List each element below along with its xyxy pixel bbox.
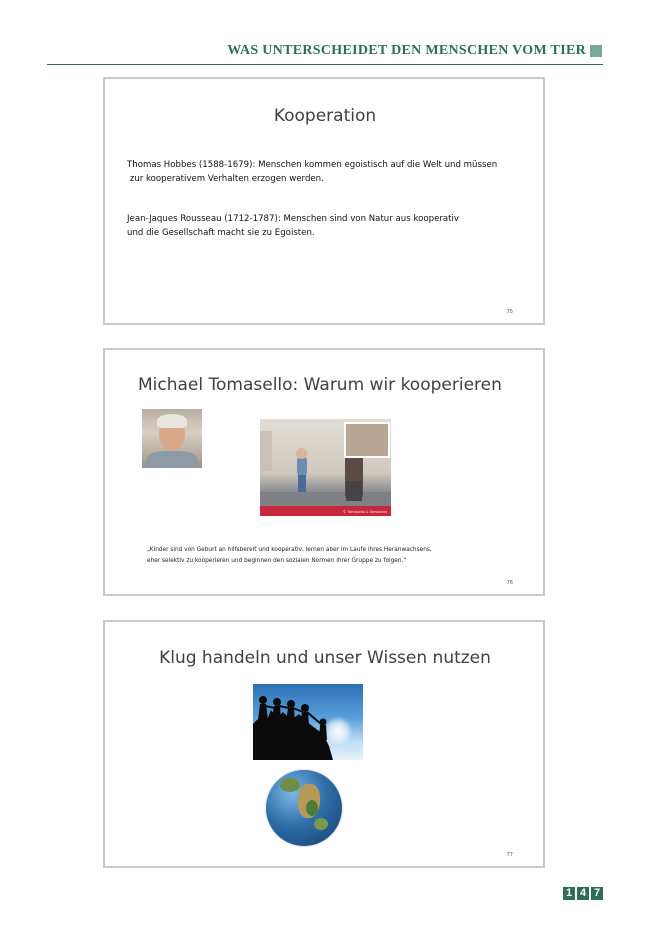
slide-tomasello	[103, 348, 545, 596]
photo-child-body	[297, 457, 307, 475]
portrait-hair	[157, 414, 187, 428]
tomasello-portrait-image	[142, 409, 202, 468]
photo-inset-frame	[344, 422, 390, 458]
portrait-shirt	[146, 451, 198, 468]
globe-land	[280, 778, 300, 792]
globe-land	[314, 818, 328, 830]
helping-hands-silhouette-image	[253, 684, 363, 760]
page-number	[563, 887, 603, 900]
page-number-digit: 4	[577, 887, 589, 900]
globe-land	[306, 800, 318, 816]
slide-title: Kooperation	[273, 106, 377, 126]
photo-caption: © Tomasello & Tomasello	[342, 510, 387, 514]
slide-title: Klug handeln und unser Wissen nutzen	[159, 648, 491, 668]
hobbes-paragraph	[127, 158, 497, 186]
page-number-digit: 7	[591, 887, 603, 900]
photo-adult-legs	[346, 481, 362, 501]
page-number-digit: 1	[563, 887, 575, 900]
quote-line-2: eher selektiv zu kooperieren und beginnen den sozialen Normen ihrer Gruppe zu folgen.“	[147, 558, 407, 564]
tomasello-quote	[147, 545, 432, 567]
rousseau-line-1: Jean-Jaques Rousseau (1712-1787): Menschen sind von Natur aus kooperativ	[127, 214, 460, 224]
slide-title: Michael Tomasello: Warum wir kooperieren	[138, 375, 502, 395]
quote-line-1: „Kinder sind von Geburt an hilfsbereit und kooperativ, lernen aber im Laufe ihres Heranwachsens,	[147, 547, 432, 553]
child-experiment-photo	[260, 419, 391, 516]
photo-child-head	[296, 448, 307, 459]
slide-klug-handeln	[103, 620, 545, 868]
slide-number: 76	[506, 580, 513, 586]
silhouette-figures	[253, 684, 363, 760]
photo-seated-person	[260, 431, 272, 471]
chapter-heading: WAS UNTERSCHEIDET DEN MENSCHEN VOM TIER	[227, 43, 586, 58]
earth-globe-image	[266, 770, 342, 846]
hobbes-line-2: zur kooperativem Verhalten erzogen werden.	[127, 174, 324, 184]
header-square-icon	[590, 45, 602, 57]
photo-child-legs	[298, 474, 306, 492]
rousseau-paragraph	[127, 212, 459, 240]
slide-number: 77	[506, 852, 513, 858]
rousseau-line-2: und die Gesellschaft macht sie zu Egoisten.	[127, 228, 315, 238]
slide-number: 75	[506, 309, 513, 315]
slide-kooperation	[103, 77, 545, 325]
hobbes-line-1: Thomas Hobbes (1588-1679): Menschen kommen egoistisch auf die Welt und müssen	[127, 160, 498, 170]
header-divider	[47, 64, 603, 65]
